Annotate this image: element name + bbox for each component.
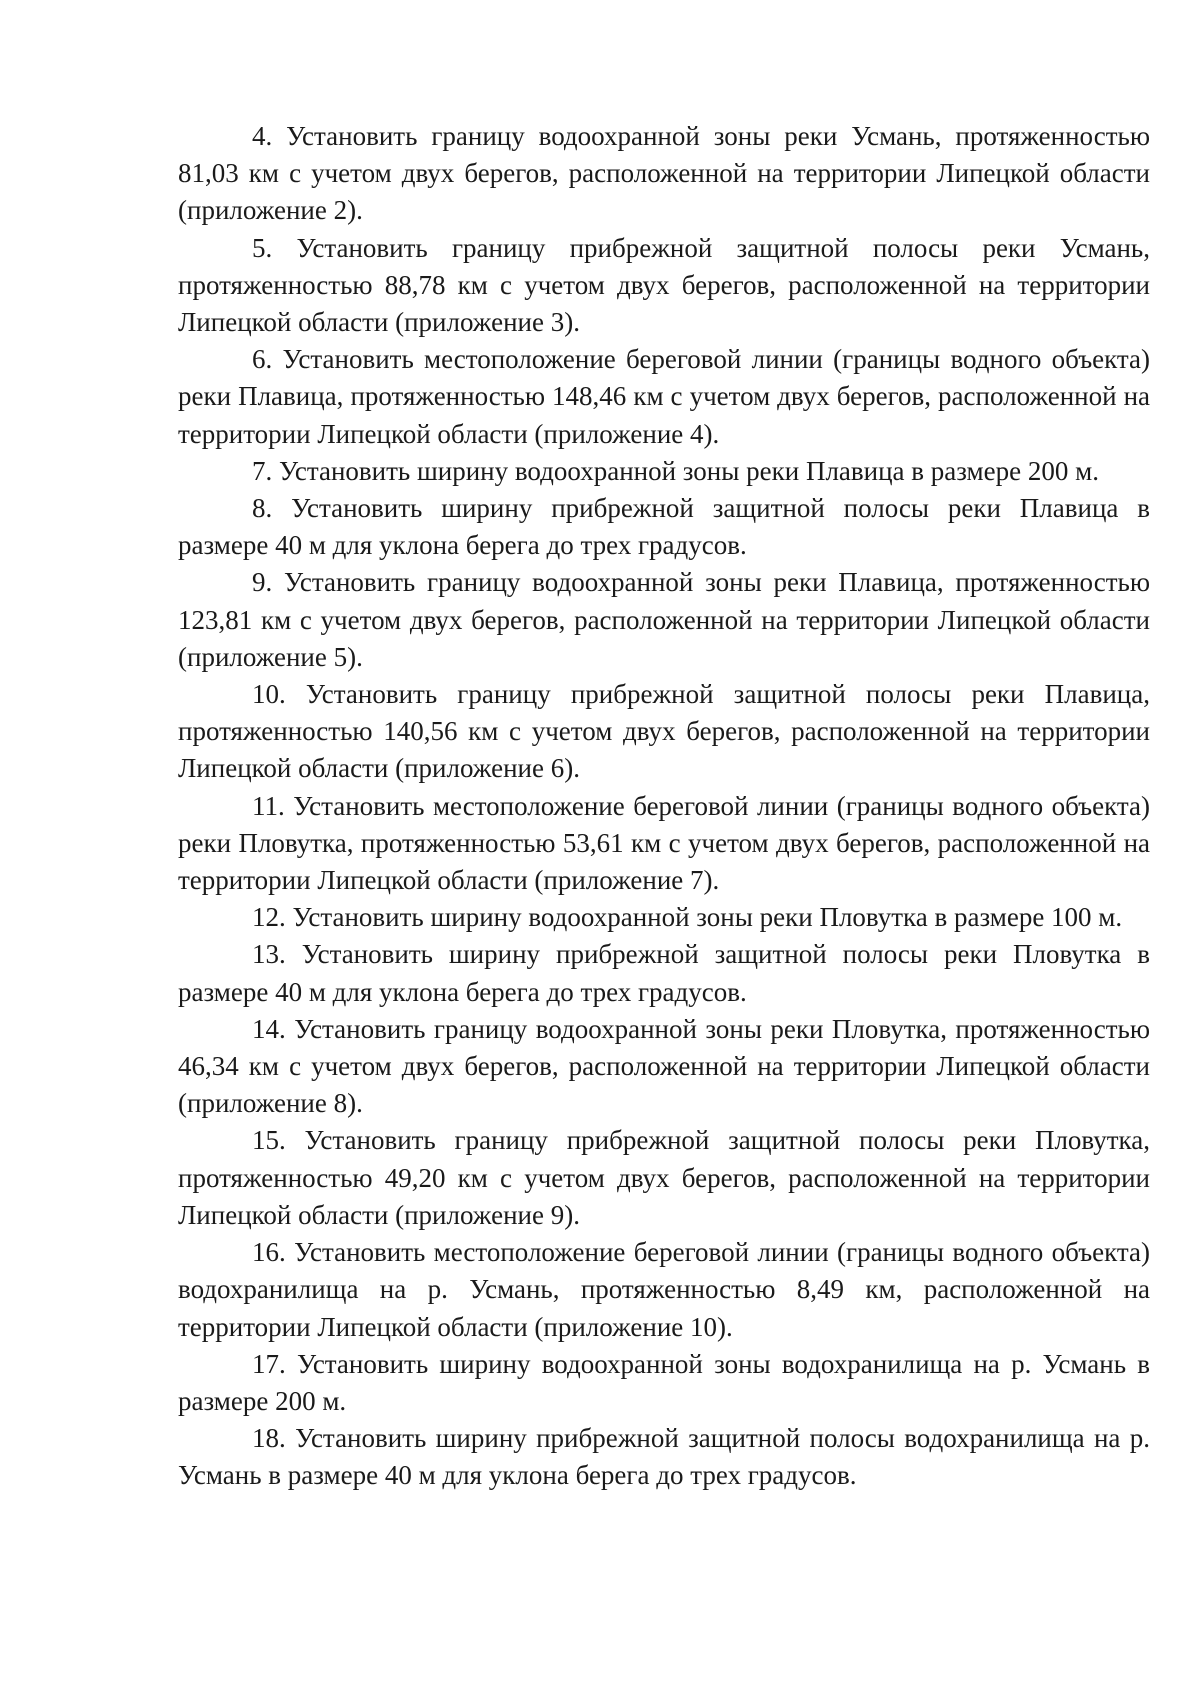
document-body xyxy=(178,118,1150,1495)
paragraph-16: 16. Установить местоположение береговой линии (границы водного объекта) водохранилища на р. Усмань, протяженностью 8,49 км, расположенной на территории Липецкой области (приложение 10). xyxy=(178,1237,1150,1342)
paragraph-12: 12. Установить ширину водоохранной зоны реки Пловутка в размере 100 м. xyxy=(252,902,1123,933)
paragraph-14: 14. Установить границу водоохранной зоны реки Пловутка, протяженностью 46,34 км с учетом двух берегов, расположенной на территории Липецкой области (приложение 8). xyxy=(178,1013,1150,1119)
paragraph-13: 13. Установить ширину прибрежной защитной полосы реки Пловутка в размере 40 м для уклона берега до трех градусов. xyxy=(178,939,1150,1007)
paragraph-17: 17. Установить ширину водоохранной зоны водохранилища на р. Усмань в размере 200 м. xyxy=(178,1348,1150,1416)
paragraph-10: 10. Установить границу прибрежной защитной полосы реки Плавица, протяженностью 140,56 км с учетом двух берегов, расположенной на территории Липецкой области (приложение 6). xyxy=(178,679,1150,784)
paragraph-6: 6. Установить местоположение береговой линии (границы водного объекта) реки Плавица, протяженностью 148,46 км с учетом двух берегов, расположенной на территории Липецкой области (приложение 4). xyxy=(178,344,1150,449)
paragraph-18: 18. Установить ширину прибрежной защитной полосы водохранилища на р. Усмань в размере 40 м для уклона берега до трех градусов. xyxy=(178,1423,1150,1491)
paragraph-7: 7. Установить ширину водоохранной зоны реки Плавица в размере 200 м. xyxy=(252,455,1099,486)
paragraph-5: 5. Установить границу прибрежной защитной полосы реки Усмань, протяженностью 88,78 км с учетом двух берегов, расположенной на территории Липецкой области (приложение 3). xyxy=(178,232,1150,338)
paragraph-15: 15. Установить границу прибрежной защитной полосы реки Пловутка, протяженностью 49,20 км с учетом двух берегов, расположенной на территории Липецкой области (приложение 9). xyxy=(178,1125,1150,1230)
paragraph-8: 8. Установить ширину прибрежной защитной полосы реки Плавица в размере 40 м для уклона берега до трех градусов. xyxy=(178,493,1150,561)
paragraph-11: 11. Установить местоположение береговой линии (границы водного объекта) реки Пловутка, протяженностью 53,61 км с учетом двух берегов, расположенной на территории Липецкой области (приложение 7). xyxy=(178,790,1150,896)
paragraph-9: 9. Установить границу водоохранной зоны реки Плавица, протяженностью 123,81 км с учетом двух берегов, расположенной на территории Липецкой области (приложение 5). xyxy=(178,567,1150,672)
paragraph-4: 4. Установить границу водоохранной зоны реки Усмань, протяженностью 81,03 км с учетом двух берегов, расположенной на территории Липецкой области (приложение 2). xyxy=(178,121,1150,226)
